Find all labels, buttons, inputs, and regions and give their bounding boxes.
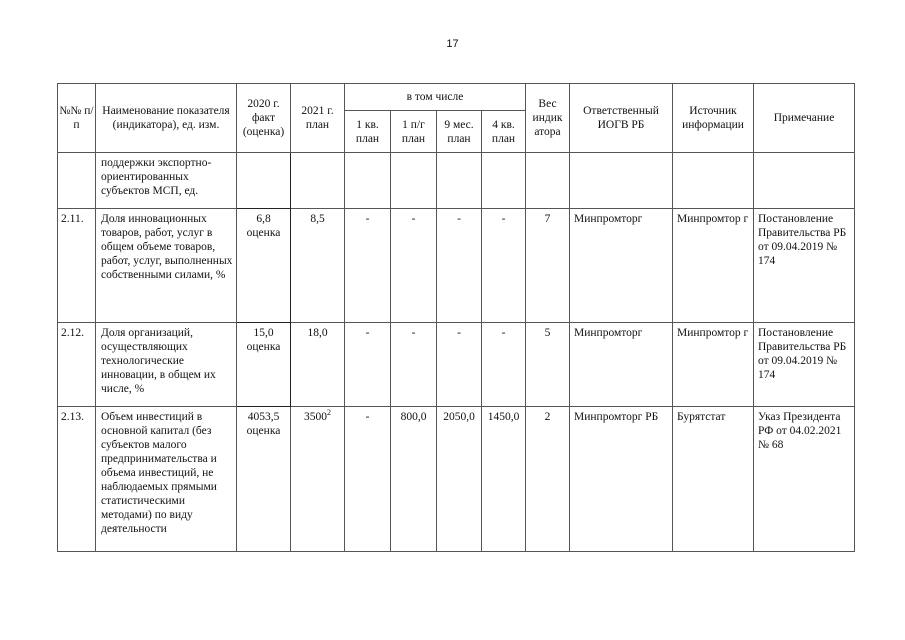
row-weight: 7 [526,209,570,323]
row-num: 2.12. [58,323,96,407]
row-9m: - [437,209,482,323]
row-responsible: Минпромторг РБ [570,407,673,552]
page-number: 17 [446,38,459,50]
table-row [58,407,855,552]
row-source: Минпромтор г [673,209,754,323]
row-weight [526,153,570,209]
row-responsible [570,153,673,209]
row-fact [237,323,291,407]
row-source: Бурятстат [673,407,754,552]
col-header-fact-2020: 2020 г. факт (оценка) [237,84,291,153]
row-plan [291,407,345,552]
row-fact-value: 6,8 [256,213,271,225]
row-fact-value: 4053,5 [247,411,280,423]
row-q4: 1450,0 [482,407,526,552]
row-q4 [482,153,526,209]
row-q4: - [482,323,526,407]
table-row [58,323,855,407]
row-fact [237,407,291,552]
row-q1: - [345,323,391,407]
row-h1: - [391,323,437,407]
row-fact [237,153,291,209]
col-header-plan-2021: 2021 г. план [291,84,345,153]
col-header-num: №№ п/п [58,84,96,153]
row-note [754,153,855,209]
row-weight: 5 [526,323,570,407]
col-header-note: Примечание [754,84,855,153]
row-plan: 18,0 [291,323,345,407]
row-q1: - [345,209,391,323]
col-header-responsible: Ответственный ИОГВ РБ [570,84,673,153]
row-name: Доля инновационных товаров, работ, услуг в общем объеме товаров, работ, услуг, выполненных собственными силами, % [96,209,237,323]
row-source: Минпромтор г [673,323,754,407]
row-plan [291,153,345,209]
row-fact-note: оценка [246,425,281,437]
row-note: Указ Президента РФ от 04.02.2021 № 68 [754,407,855,552]
row-note: Постановление Правительства РБ от 09.04.2019 № 174 [754,209,855,323]
row-plan-value: 3500 [304,411,327,423]
indicators-table [57,83,855,552]
row-fact-value: 15,0 [253,327,274,339]
row-name: Объем инвестиций в основной капитал (без субъектов малого предпринимательства и объема инвестиций, не наблюдаемых прямыми статистическими методами) по виду деятельности [96,407,237,552]
row-h1: - [391,209,437,323]
col-header-9m: 9 мес. план [437,111,482,153]
row-plan: 8,5 [291,209,345,323]
row-fact-note: оценка [246,227,281,239]
row-responsible: Минпромторг [570,209,673,323]
row-responsible: Минпромторг [570,323,673,407]
col-header-weight: Вес индик атора [526,84,570,153]
col-header-h1: 1 п/г план [391,111,437,153]
row-num: 2.13. [58,407,96,552]
header-row [58,84,855,111]
col-header-source: Источник информации [673,84,754,153]
row-name: Доля организаций, осуществляющих технологические инновации, в общем их числе, % [96,323,237,407]
row-note: Постановление Правительства РБ от 09.04.2019 № 174 [754,323,855,407]
row-fact-note: оценка [246,341,281,353]
row-9m: - [437,323,482,407]
row-num [58,153,96,209]
row-plan-footnote: 2 [327,408,331,418]
row-q4: - [482,209,526,323]
row-9m [437,153,482,209]
col-header-q4: 4 кв. план [482,111,526,153]
col-header-name: Наименование показателя (индикатора), ед. изм. [96,84,237,153]
row-q1 [345,153,391,209]
table-row [58,153,855,209]
table-row [58,209,855,323]
row-fact [237,209,291,323]
row-weight: 2 [526,407,570,552]
row-name: поддержки экспортно-ориентированных субъектов МСП, ед. [96,153,237,209]
row-h1 [391,153,437,209]
row-q1: - [345,407,391,552]
row-num: 2.11. [58,209,96,323]
row-source [673,153,754,209]
row-9m: 2050,0 [437,407,482,552]
row-h1: 800,0 [391,407,437,552]
col-header-in-total: в том числе [345,84,526,111]
col-header-q1: 1 кв. план [345,111,391,153]
